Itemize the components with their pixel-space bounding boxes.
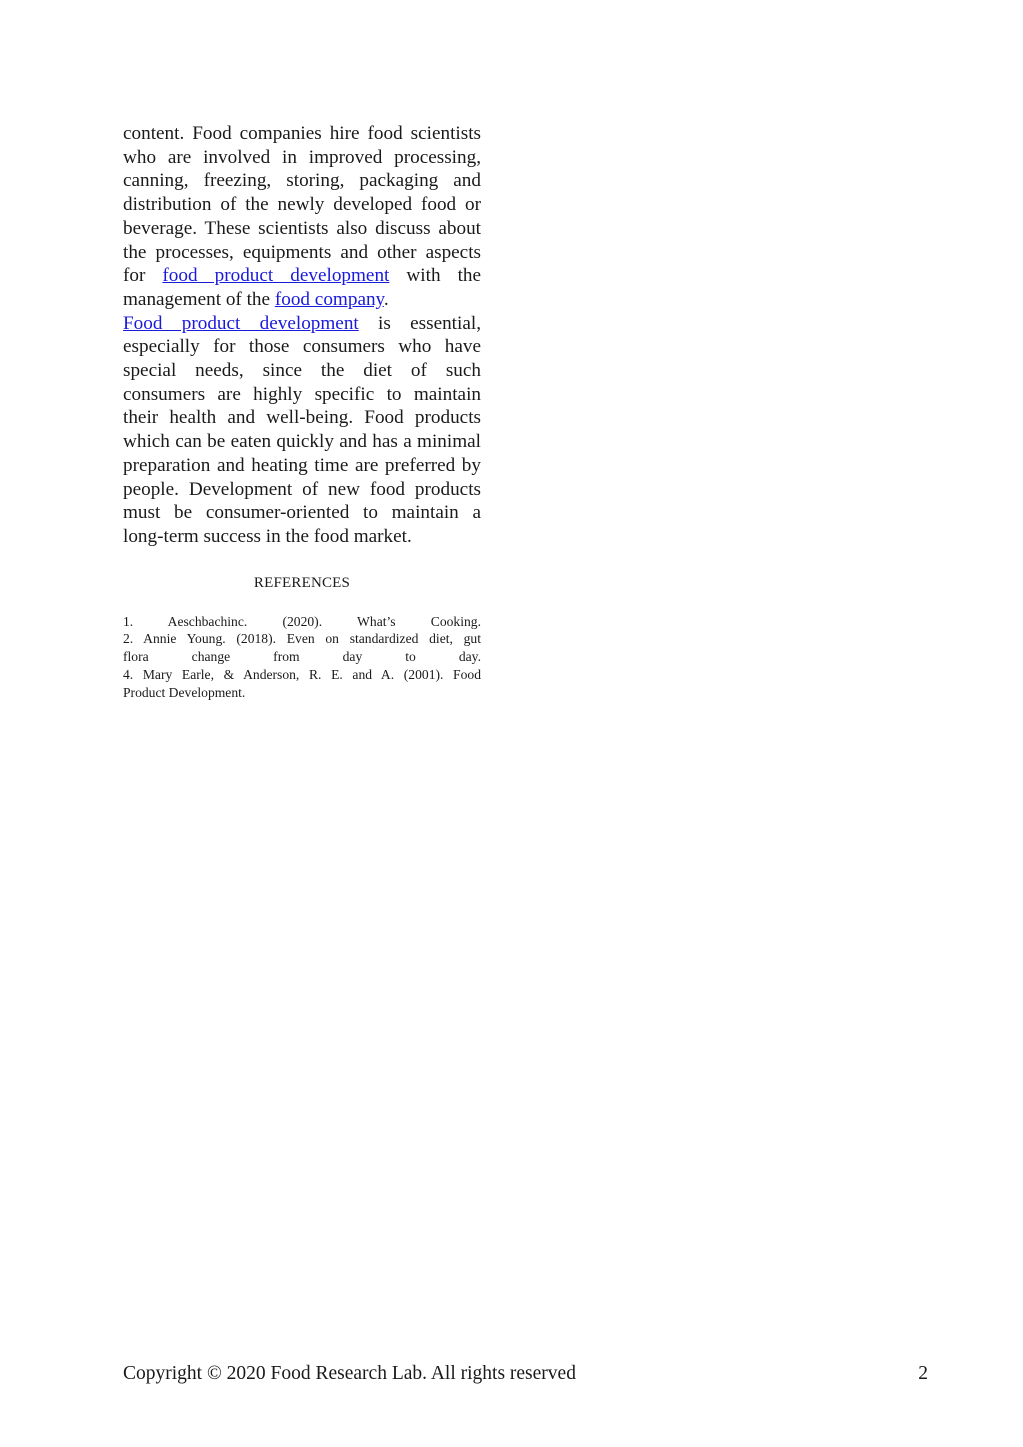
body-paragraph — [123, 312, 481, 549]
paragraph-text: is essential, especially for those consumers who have special needs, since the diet of such consumers are highly specific to maintain their health and well-being. Food products which can be eaten quickly and has a minimal preparation and heating time are preferred by people. Development of new food products must be consumer-oriented to maintain a long-term success in the food market. — [123, 312, 481, 547]
page-footer — [123, 1360, 928, 1388]
copyright-notice: Copyright © 2020 Food Research Lab. All rights reserved — [123, 1363, 576, 1384]
article-column — [123, 122, 481, 702]
paragraph-text: with the management of the — [123, 265, 482, 310]
reference-line: 1. Aeschbachinc. (2020). What’s Cooking. — [123, 613, 481, 629]
references-heading: REFERENCES — [253, 574, 351, 591]
reference-line: flora change from day to day. — [123, 649, 481, 665]
references-list — [123, 613, 481, 702]
page-number: 2 — [918, 1363, 928, 1384]
paragraph-text: . — [383, 288, 389, 310]
body-paragraph — [123, 122, 481, 312]
paragraph-text: content. Food companies hire food scientists who are involved in improved processing, canning, freezing, storing, packaging and distribution of the newly developed food or beverage. These scientists also discuss about the processes, equipments and other aspects for — [123, 123, 481, 287]
reference-line: 4. Mary Earle, & Anderson, R. E. and A. (2001). Food — [123, 667, 481, 683]
food-product-development-link[interactable]: Food product development — [123, 312, 359, 334]
food-product-development-link[interactable]: food product development — [162, 265, 390, 287]
food-company-link[interactable]: food company — [274, 288, 384, 310]
reference-line: Product Development. — [123, 684, 246, 700]
reference-line: 2. Annie Young. (2018). Even on standardized diet, gut — [123, 631, 481, 647]
